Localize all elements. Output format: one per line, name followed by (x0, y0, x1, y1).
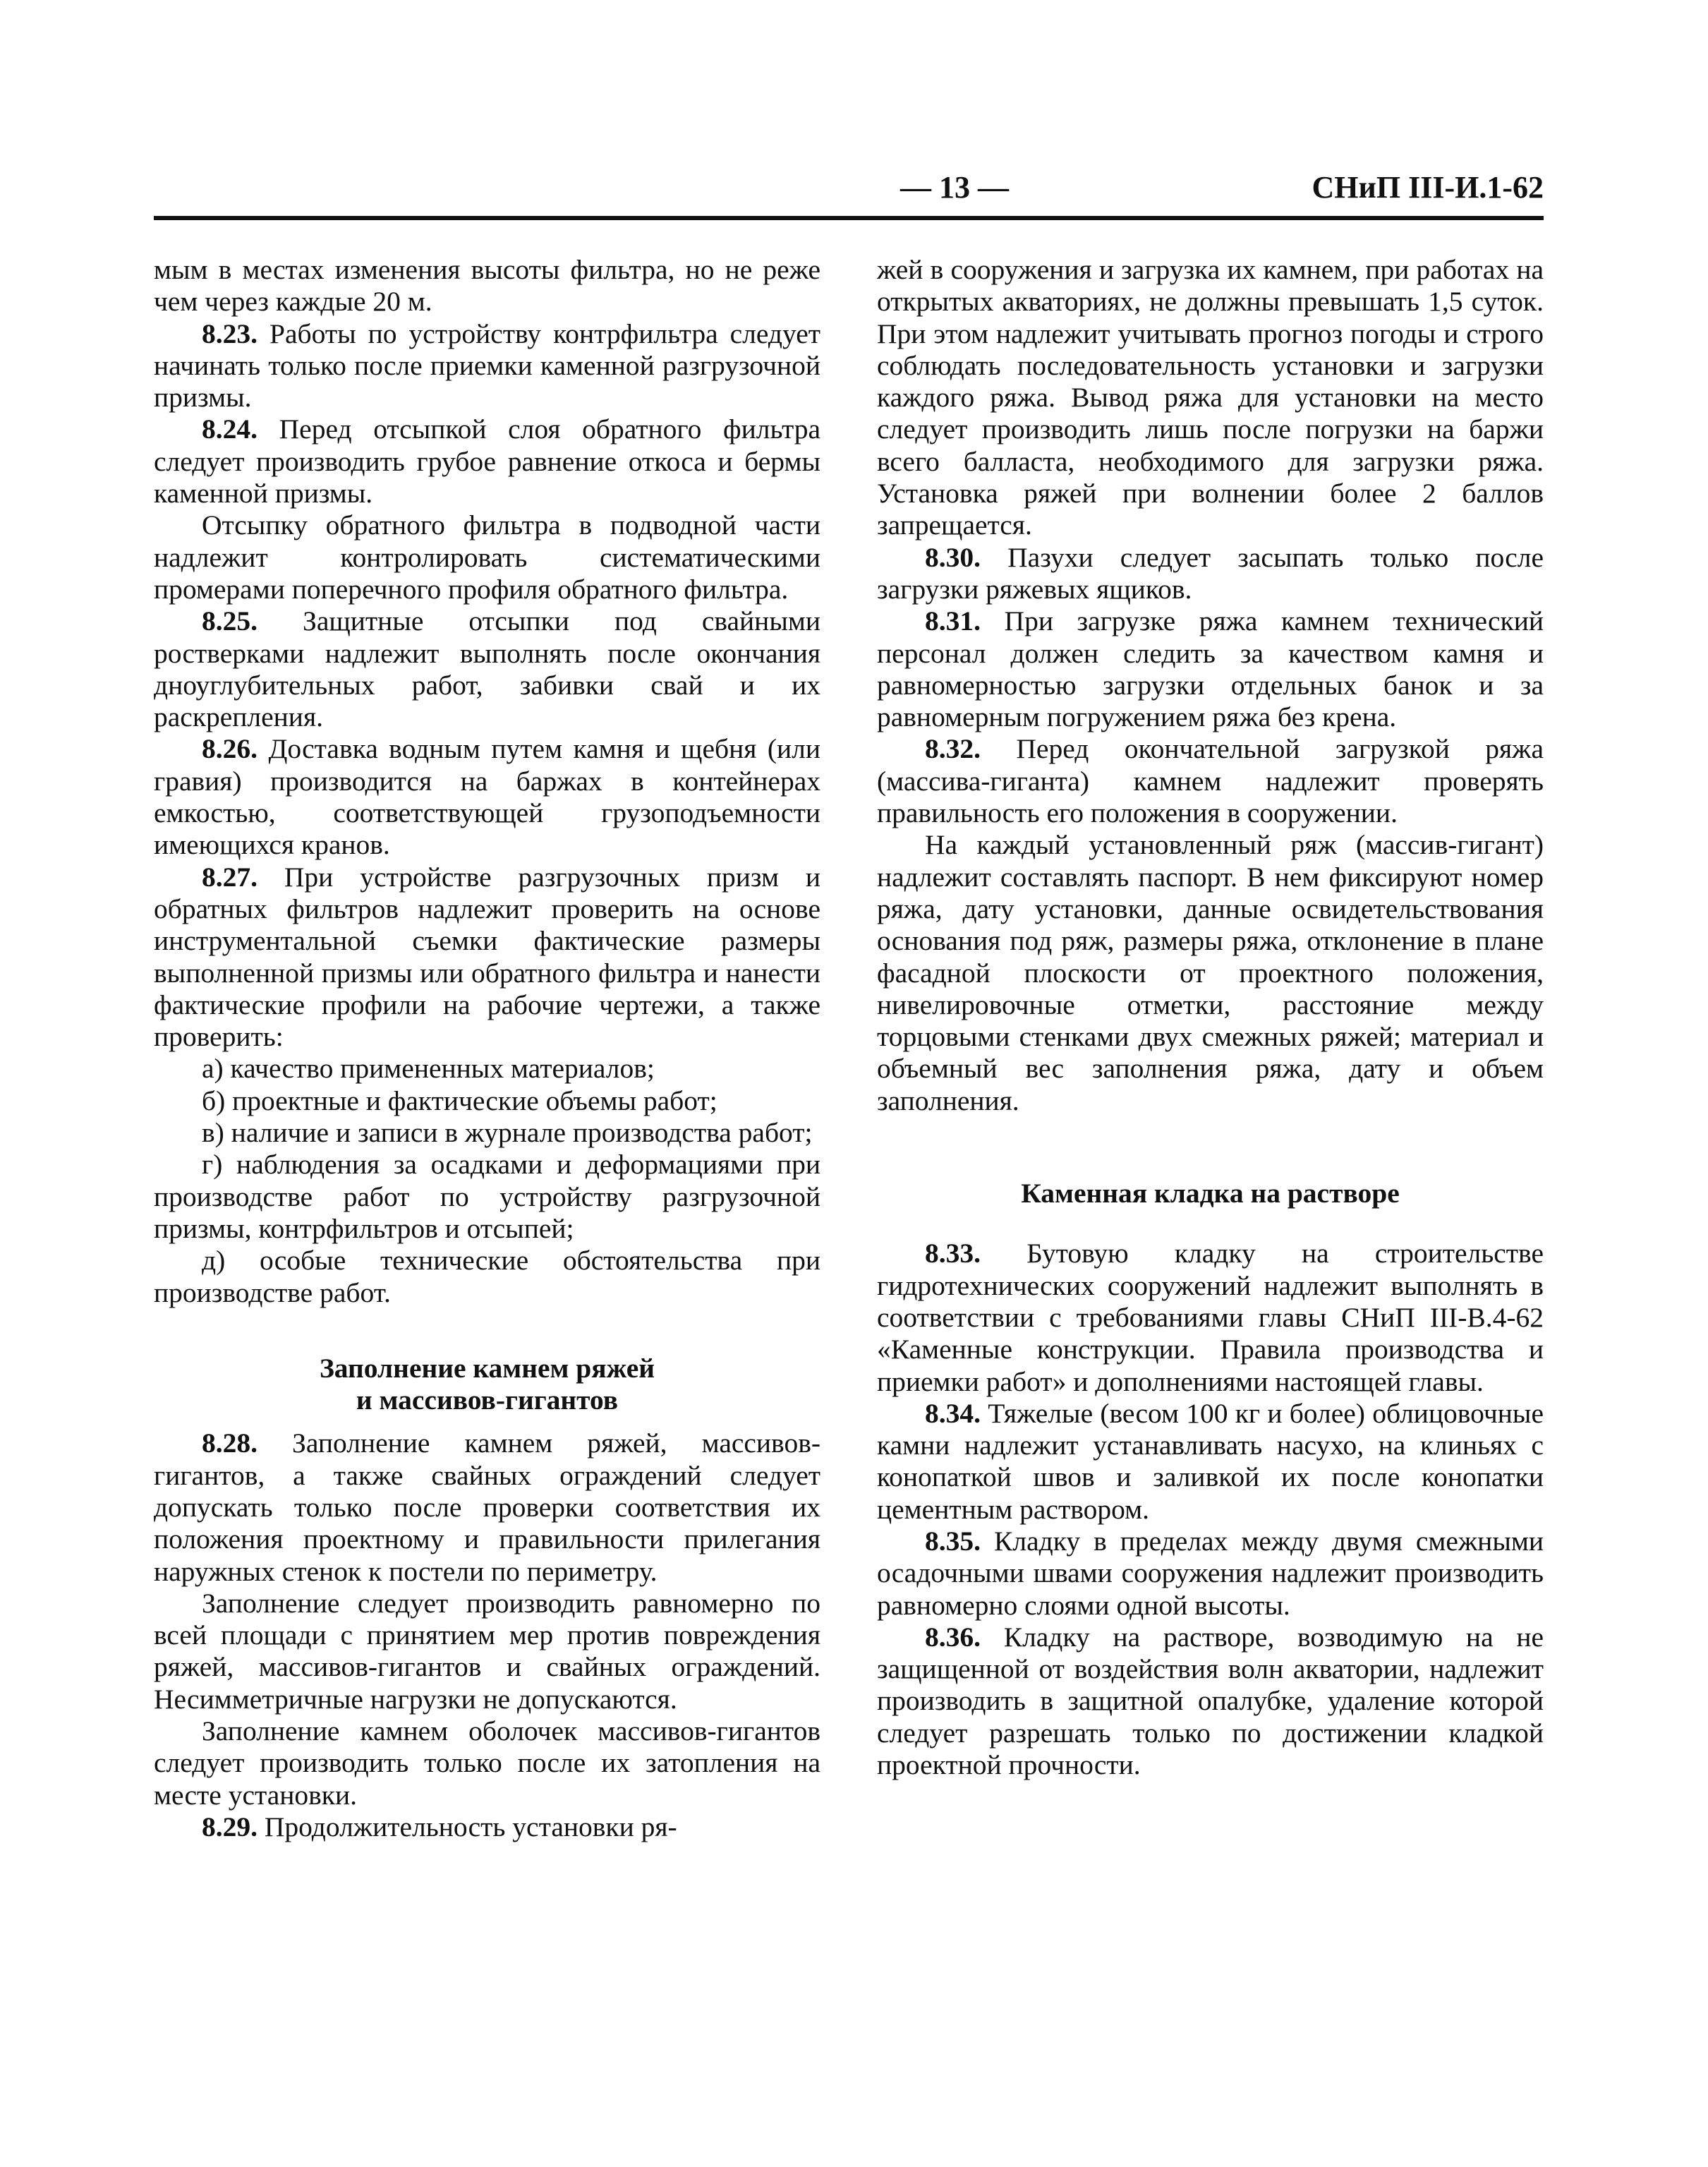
section-heading (154, 1353, 820, 1417)
page-number: — 13 — (900, 170, 1009, 205)
clause-number: 8.26. (202, 733, 258, 765)
list-item: б) проектные и фактические объемы работ; (202, 1085, 717, 1116)
clause-number: 8.33. (925, 1238, 981, 1269)
right-column (877, 254, 1544, 1781)
list-item: д) особые технические обстоятельства при производстве работ. (154, 1245, 820, 1308)
clause-number: 8.28. (202, 1427, 258, 1459)
clause-8-23 (154, 318, 820, 414)
paragraph: Заполнение следует производить равномерно по всей площади с принятием мер против повреждения ряжей, массивов-гигантов и свайных ограждений. Несимметричные нагрузки не допускаются. (154, 1587, 820, 1715)
clause-text: Кладку в пределах между двумя смежными осадочными швами сооружения надлежит производить равномерно слоями одной высоты. (877, 1525, 1544, 1621)
clause-8-35 (877, 1526, 1544, 1622)
clause-text: Тяжелые (весом 100 кг и более) облицовочные камни надлежит устанавливать насухо, на клиньях с конопаткой швов и заливкой их после конопатки цементным раствором. (877, 1397, 1544, 1525)
clause-text: При устройстве разгрузочных призм и обратных фильтров надлежит проверить на основе инструментальной съемки фактические размеры выполненной призмы или обратного фильтра и нанести фактические профили на рабочие чертежи, а также проверить: (154, 861, 820, 1053)
document-code: СНиП III-И.1-62 (1312, 170, 1544, 205)
clause-text: Продолжительность установки ря- (258, 1811, 677, 1842)
clause-number: 8.29. (202, 1811, 258, 1842)
clause-number: 8.30. (925, 541, 981, 573)
clause-8-33 (877, 1238, 1544, 1397)
paragraph: На каждый установленный ряж (массив-гигант) надлежит составлять паспорт. В нем фиксируют номер ряжа, дату установки, данные освидетельствования основания под ряж, размеры ряжа, отклонение в плане фасадной плоскости от проектного положения, нивелировочные отметки, расстояние между торцовыми стенками двух смежных ряжей; материал и объемный вес заполнения ряжа, дату и объем заполнения. (877, 829, 1544, 1116)
clause-number: 8.35. (925, 1525, 981, 1557)
clause-text: Работы по устройству контрфильтра следует начинать только после приемки каменной разгрузочной призмы. (154, 318, 820, 414)
clause-8-30 (877, 542, 1544, 606)
clause-number: 8.36. (925, 1621, 981, 1653)
section-heading: Каменная кладка на растворе (1021, 1178, 1400, 1209)
paragraph: мым в местах изменения высоты фильтра, но не реже чем через каждые 20 м. (154, 254, 820, 318)
clause-text: Пазухи следует засыпать только после загрузки ряжевых ящиков. (877, 541, 1544, 605)
clause-text: При загрузке ряжа камнем технический персонал должен следить за качеством камня и равномерностью загрузки отдельных банок и за равномерным погружением ряжа без крена. (877, 605, 1544, 733)
header-rule (154, 216, 1544, 220)
clause-8-36 (877, 1622, 1544, 1781)
left-column (154, 254, 820, 1843)
clause-text: Бутовую кладку на строительстве гидротехнических сооружений надлежит выполнять в соответствии с требованиями главы СНиП III-В.4-62 «Каменные конструкции. Правила производства и приемки работ» и дополнениями настоящей главы. (877, 1238, 1544, 1397)
clause-text: Перед окончательной загрузкой ряжа (массива-гиганта) камнем надлежит проверять правильность его положения в сооружении. (877, 733, 1544, 829)
clause-number: 8.24. (202, 414, 258, 445)
list-item: в) наличие и записи в журнале производства работ; (202, 1117, 813, 1149)
clause-8-27 (154, 862, 820, 1054)
clause-number: 8.27. (202, 861, 258, 893)
heading-line: и массивов-гигантов (356, 1384, 619, 1416)
clause-text: Заполнение камнем ряжей, массивов-гигантов, а также свайных ограждений следует допускать только после проверки соответствия их положения проектному и правильности прилегания наружных стенок к постели по периметру. (154, 1427, 820, 1587)
clause-number: 8.25. (202, 605, 258, 637)
clause-number: 8.34. (925, 1397, 981, 1429)
clause-8-32 (877, 733, 1544, 829)
clause-text: Защитные отсыпки под свайными ростверками надлежит выполнять после окончания дноуглубительных работ, забивки свай и их раскрепления. (154, 605, 820, 733)
page-header (154, 167, 1544, 216)
clause-text: Доставка водным путем камня и щебня (или гравия) производится на баржах в контейнерах емкостью, соответствующей грузоподъемности имеющихся кранов. (154, 733, 820, 861)
clause-text: Кладку на растворе, возводимую на не защищенной от воздействия волн акватории, надлежит производить в защитной опалубке, удаление которой следует разрешать только по достижении кладкой проектной прочности. (877, 1621, 1544, 1781)
clause-8-31 (877, 605, 1544, 733)
clause-8-26 (154, 733, 820, 861)
list-item: а) качество примененных материалов; (202, 1053, 655, 1085)
list-item: г) наблюдения за осадками и деформациями при производстве работ по устройству разгрузочной призмы, контрфильтров и отсыпей; (154, 1149, 820, 1244)
clause-8-29 (154, 1811, 820, 1843)
heading-line: Заполнение камнем ряжей (319, 1352, 655, 1384)
clause-8-34 (877, 1398, 1544, 1526)
paragraph: жей в сооружения и загрузка их камнем, при работах на открытых акваториях, не должны превышать 1,5 суток. При этом надлежит учитывать прогноз погоды и строго соблюдать последовательность установки и загрузки каждого ряжа. Вывод ряжа для установки на место следует производить лишь после погрузки на баржи всего балласта, необходимого для загрузки ряжа. Установка ряжей при волнении более 2 баллов запрещается. (877, 254, 1544, 541)
clause-8-25 (154, 605, 820, 733)
clause-8-24 (154, 414, 820, 509)
paragraph: Заполнение камнем оболочек массивов-гигантов следует производить только после их затопления на месте установки. (154, 1715, 820, 1811)
clause-8-28 (154, 1427, 820, 1587)
clause-text: Перед отсыпкой слоя обратного фильтра следует производить грубое равнение откоса и бермы каменной призмы. (154, 414, 820, 509)
clause-number: 8.23. (202, 318, 258, 349)
clause-number: 8.32. (925, 733, 981, 765)
clause-number: 8.31. (925, 605, 981, 637)
paragraph: Отсыпку обратного фильтра в подводной части надлежит контролировать систематическими промерами поперечного профиля обратного фильтра. (154, 509, 820, 605)
